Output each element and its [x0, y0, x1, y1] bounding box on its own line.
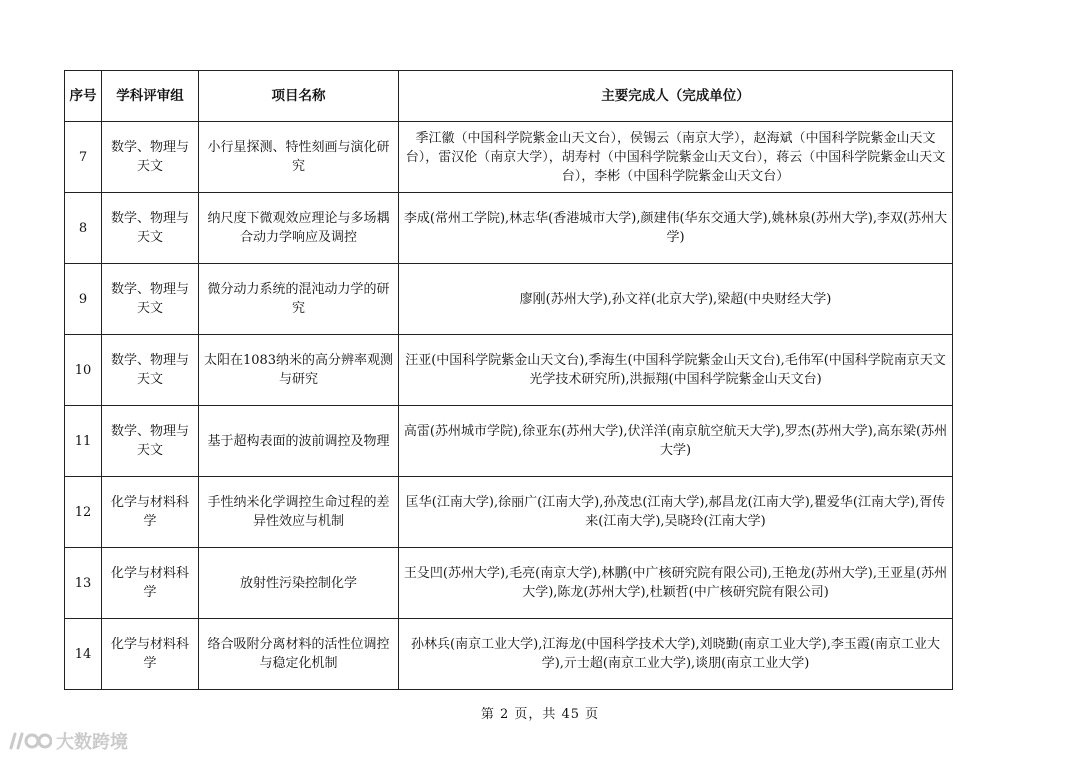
cell-group: 化学与材料科学 — [102, 619, 199, 690]
cell-seq: 8 — [65, 193, 102, 264]
cell-people: 廖刚(苏州大学),孙文祥(北京大学),梁超(中央财经大学) — [399, 264, 953, 335]
cell-seq: 14 — [65, 619, 102, 690]
table-row — [65, 477, 953, 548]
table-row — [65, 193, 953, 264]
awards-table — [64, 70, 953, 690]
cell-project: 基于超构表面的波前调控及物理 — [199, 406, 399, 477]
cell-project: 微分动力系统的混沌动力学的研究 — [199, 264, 399, 335]
cell-project: 手性纳米化学调控生命过程的差异性效应与机制 — [199, 477, 399, 548]
watermark — [8, 728, 128, 754]
header-project: 项目名称 — [199, 71, 399, 122]
cell-seq: 13 — [65, 548, 102, 619]
cell-project: 络合吸附分离材料的活性位调控与稳定化机制 — [199, 619, 399, 690]
cell-group: 化学与材料科学 — [102, 477, 199, 548]
cell-people: 汪亚(中国科学院紫金山天文台),季海生(中国科学院紫金山天文台),毛伟军(中国科学院南京天文光学技术研究所),洪振翔(中国科学院紫金山天文台) — [399, 335, 953, 406]
table-row — [65, 406, 953, 477]
table-row — [65, 335, 953, 406]
cell-group: 化学与材料科学 — [102, 548, 199, 619]
cell-project: 放射性污染控制化学 — [199, 548, 399, 619]
cell-people: 孙林兵(南京工业大学),江海龙(中国科学技术大学),刘晓勤(南京工业大学),李玉霞(南京工业大学),亓士超(南京工业大学),谈朋(南京工业大学) — [399, 619, 953, 690]
cell-people: 匡华(江南大学),徐丽广(江南大学),孙茂忠(江南大学),郝昌龙(江南大学),瞿爱华(江南大学),胥传来(江南大学),吴晓玲(江南大学) — [399, 477, 953, 548]
table-row — [65, 264, 953, 335]
header-seq: 序号 — [65, 71, 102, 122]
cell-seq: 10 — [65, 335, 102, 406]
brand-logo-icon — [8, 730, 52, 752]
cell-project: 小行星探测、特性刻画与演化研究 — [199, 122, 399, 193]
cell-group: 数学、物理与天文 — [102, 406, 199, 477]
header-people: 主要完成人（完成单位） — [399, 71, 953, 122]
cell-seq: 12 — [65, 477, 102, 548]
cell-seq: 7 — [65, 122, 102, 193]
page-footer: 第 2 页，共 45 页 — [480, 707, 600, 722]
cell-people: 王殳凹(苏州大学),毛亮(南京大学),林鹏(中广核研究院有限公司),王艳龙(苏州大学),王亚星(苏州大学),陈龙(苏州大学),杜颖哲(中广核研究院有限公司) — [399, 548, 953, 619]
cell-group: 数学、物理与天文 — [102, 264, 199, 335]
table-row — [65, 619, 953, 690]
table-header-row — [65, 71, 953, 122]
cell-group: 数学、物理与天文 — [102, 122, 199, 193]
cell-people: 李成(常州工学院),林志华(香港城市大学),颜建伟(华东交通大学),姚林泉(苏州大学),李双(苏州大学) — [399, 193, 953, 264]
cell-people: 高雷(苏州城市学院),徐亚东(苏州大学),伏洋洋(南京航空航天大学),罗杰(苏州大学),高东梁(苏州大学) — [399, 406, 953, 477]
table-row — [65, 548, 953, 619]
table-row — [65, 122, 953, 193]
header-group: 学科评审组 — [102, 71, 199, 122]
cell-seq: 9 — [65, 264, 102, 335]
cell-people: 季江徽（中国科学院紫金山天文台），侯锡云（南京大学），赵海斌（中国科学院紫金山天文台），雷汉伦（南京大学），胡寿村（中国科学院紫金山天文台），蒋云（中国科学院紫金山天文台），李彬（中国科学院紫金山天文台） — [399, 122, 953, 193]
cell-project: 纳尺度下微观效应理论与多场耦合动力学响应及调控 — [199, 193, 399, 264]
cell-group: 数学、物理与天文 — [102, 335, 199, 406]
watermark-text: 大数跨境 — [56, 732, 128, 753]
cell-group: 数学、物理与天文 — [102, 193, 199, 264]
cell-seq: 11 — [65, 406, 102, 477]
cell-project: 太阳在1083纳米的高分辨率观测与研究 — [199, 335, 399, 406]
